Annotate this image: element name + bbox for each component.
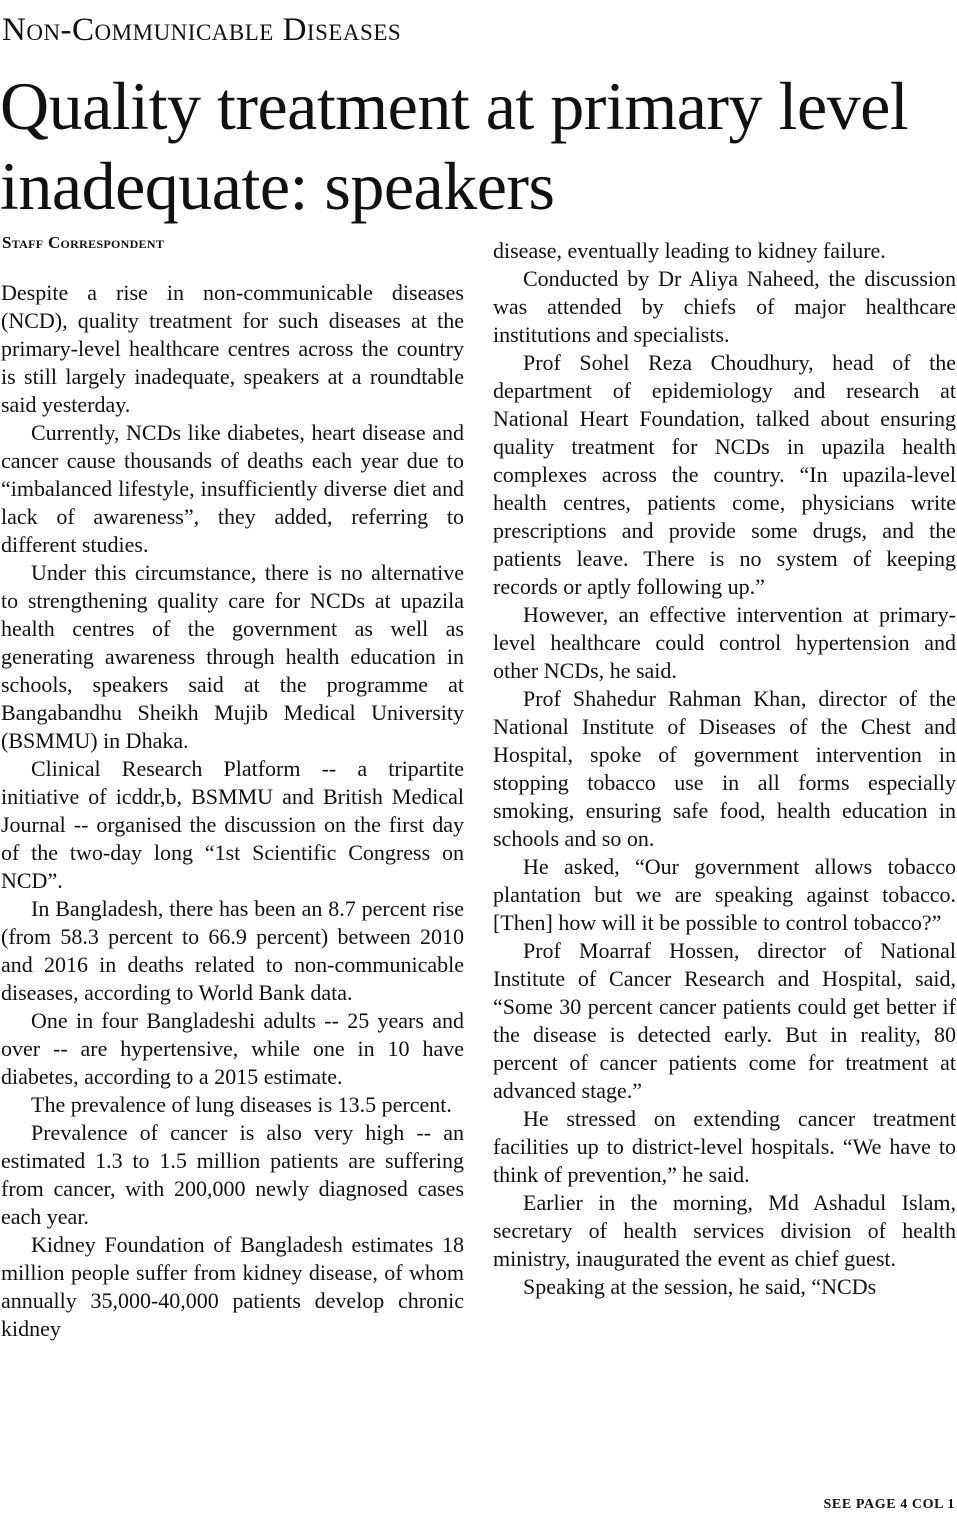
paragraph: Currently, NCDs like diabetes, heart disease and cancer cause thousands of deaths each year due to “imbalanced lifestyle, insufficiently diverse diet and lack of awareness”, they added, referring to different studies. — [1, 420, 464, 557]
paragraph: Prof Shahedur Rahman Khan, director of the National Institute of Diseases of the Chest and Hospital, spoke of government intervention in stopping tobacco use in all forms especially smoking, ensuring safe food, health education in schools and so on. — [493, 686, 956, 851]
continuation-jump-line: SEE PAGE 4 COL 1 — [823, 1497, 955, 1512]
article-column-right — [493, 237, 956, 1301]
paragraph: Prof Moarraf Hossen, director of National Institute of Cancer Research and Hospital, said, “Some 30 percent cancer patients could get better if the disease is detected early. But in reality, 80 percent of cancer patients come for treatment at advanced stage.” — [493, 938, 956, 1103]
paragraph: Clinical Research Platform -- a tripartite initiative of icddr,b, BSMMU and British Medical Journal -- organised the discussion on the first day of the two-day long “1st Scientific Congress on NCD”. — [1, 756, 464, 893]
paragraph: The prevalence of lung diseases is 13.5 percent. — [31, 1092, 452, 1117]
paragraph: However, an effective intervention at primary-level healthcare could control hypertension and other NCDs, he said. — [493, 602, 956, 683]
paragraph: He stressed on extending cancer treatment facilities up to district-level hospitals. “We have to think of prevention,” he said. — [493, 1106, 956, 1187]
section-kicker: Non-Communicable Diseases — [2, 12, 402, 48]
paragraph: Prof Sohel Reza Choudhury, head of the department of epidemiology and research at National Heart Foundation, talked about ensuring quality treatment for NCDs in upazila health complexes across the country. “In upazila-level health centres, patients come, physicians write prescriptions and provide some drugs, and the patients leave. There is no system of keeping records or aptly following up.” — [493, 350, 956, 599]
paragraph: He asked, “Our government allows tobacco plantation but we are speaking against tobacco. [Then] how will it be possible to control tobacco?” — [493, 854, 956, 935]
paragraph: One in four Bangladeshi adults -- 25 years and over -- are hypertensive, while one in 10 have diabetes, according to a 2015 estimate. — [1, 1008, 464, 1089]
paragraph-continued: disease, eventually leading to kidney failure. — [493, 238, 886, 263]
paragraph: In Bangladesh, there has been an 8.7 percent rise (from 58.3 percent to 66.9 percent) between 2010 and 2016 in deaths related to non-communicable diseases, according to World Bank data. — [1, 896, 464, 1005]
paragraph: Conducted by Dr Aliya Naheed, the discussion was attended by chiefs of major healthcare institutions and specialists. — [493, 266, 956, 347]
paragraph: Despite a rise in non-communicable diseases (NCD), quality treatment for such diseases at the primary-level healthcare centres across the country is still largely inadequate, speakers at a roundtable said yesterday. — [1, 280, 464, 417]
paragraph: Speaking at the session, he said, “NCDs — [523, 1274, 877, 1299]
paragraph: Kidney Foundation of Bangladesh estimates 18 million people suffer from kidney disease, of whom annually 35,000-40,000 patients develop chronic kidney — [1, 1232, 464, 1341]
paragraph: Earlier in the morning, Md Ashadul Islam, secretary of health services division of health ministry, inaugurated the event as chief guest. — [493, 1190, 956, 1271]
byline: Staff Correspondent — [2, 233, 165, 252]
paragraph: Prevalence of cancer is also very high -- an estimated 1.3 to 1.5 million patients are suffering from cancer, with 200,000 newly diagnosed cases each year. — [1, 1120, 464, 1229]
paragraph: Under this circumstance, there is no alternative to strengthening quality care for NCDs at upazila health centres of the government as well as generating awareness through health education in schools, speakers said at the programme at Bangabandhu Sheikh Mujib Medical University (BSMMU) in Dhaka. — [1, 560, 464, 753]
article-column-left — [1, 279, 464, 1343]
article-headline: Quality treatment at primary level inadequate: speakers — [0, 68, 909, 224]
